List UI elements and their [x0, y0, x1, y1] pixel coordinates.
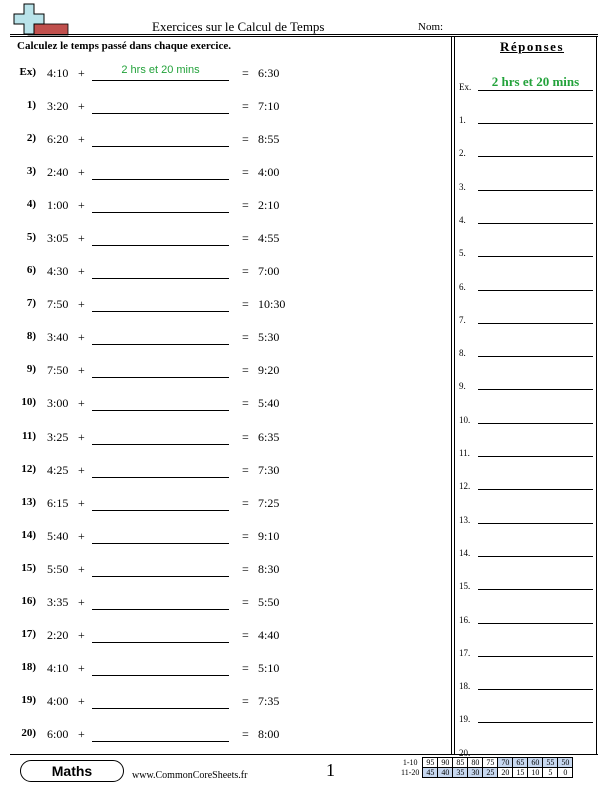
end-time: 7:30	[258, 462, 280, 477]
answer-row	[459, 242, 597, 262]
equals-sign: =	[242, 264, 249, 279]
equals-sign: =	[242, 693, 249, 708]
equals-sign: =	[242, 528, 249, 543]
answer-label: 10.	[459, 414, 471, 425]
start-time: 4:25	[47, 462, 69, 477]
problem-row	[0, 727, 450, 747]
answer-row	[459, 609, 597, 629]
problem-row	[0, 661, 450, 681]
start-time: 2:40	[47, 165, 69, 180]
equals-sign: =	[242, 660, 249, 675]
score-cell: 65	[513, 758, 528, 768]
score-cell: 90	[438, 758, 453, 768]
score-cell: 10	[528, 768, 543, 778]
problem-row	[0, 529, 450, 549]
equals-sign: =	[242, 198, 249, 213]
problem-row	[0, 628, 450, 648]
end-time: 5:10	[258, 660, 280, 675]
plus-sign: +	[78, 198, 85, 213]
answer-line[interactable]	[478, 256, 593, 257]
start-time: 7:50	[47, 297, 69, 312]
problem-label: 13)	[21, 495, 36, 508]
problem-row	[0, 363, 450, 383]
plus-sign: +	[78, 330, 85, 345]
answer-line[interactable]	[478, 356, 593, 357]
answer-label: 15.	[459, 581, 471, 592]
answer-blank[interactable]	[92, 410, 229, 411]
answer-line[interactable]	[478, 123, 593, 124]
plus-sign: +	[78, 396, 85, 411]
example-problem	[0, 66, 450, 86]
equals-sign: =	[242, 594, 249, 609]
plus-sign: +	[78, 528, 85, 543]
answer-line[interactable]	[478, 389, 593, 390]
start-time: 1:00	[47, 198, 69, 213]
answer-line[interactable]	[478, 223, 593, 224]
answer-row	[459, 409, 597, 429]
example-answer: 2 hrs et 20 mins	[121, 64, 200, 76]
plus-sign: +	[78, 297, 85, 312]
problem-row	[0, 595, 450, 615]
answer-row	[459, 375, 597, 395]
problem-row	[0, 430, 450, 450]
answer-line[interactable]	[478, 656, 593, 657]
end-time: 2:10	[258, 198, 280, 213]
problem-label: 12)	[21, 462, 36, 475]
start-time: 3:25	[47, 429, 69, 444]
answer-blank[interactable]	[92, 543, 229, 544]
answer-example-value: 2 hrs et 20 mins	[491, 74, 580, 89]
answer-blank[interactable]	[92, 576, 229, 577]
score-cell: 60	[528, 758, 543, 768]
problem-row	[0, 198, 450, 218]
end-time: 8:00	[258, 726, 280, 741]
answer-line[interactable]	[478, 423, 593, 424]
score-table	[398, 757, 573, 778]
answer-label: 13.	[459, 514, 471, 525]
end-time: 5:50	[258, 594, 280, 609]
answer-row	[459, 342, 597, 362]
start-time: 7:50	[47, 363, 69, 378]
start-time: 3:35	[47, 594, 69, 609]
problem-label: 16)	[21, 594, 36, 607]
plus-sign: +	[78, 462, 85, 477]
answer-row	[459, 575, 597, 595]
answer-blank[interactable]	[92, 311, 229, 312]
answer-line[interactable]	[478, 556, 593, 557]
problem-row	[0, 330, 450, 350]
problem-label: 5)	[26, 231, 36, 244]
score-cell: 20	[498, 768, 513, 778]
plus-sign: +	[78, 132, 85, 147]
answer-row	[459, 309, 597, 329]
start-time: 4:10	[47, 660, 69, 675]
plus-logo-icon	[10, 2, 70, 36]
answer-blank[interactable]	[92, 377, 229, 378]
score-cell: 5	[543, 768, 558, 778]
answer-row	[459, 109, 597, 129]
problem-label: 1)	[26, 99, 36, 111]
plus-sign: +	[78, 99, 85, 113]
plus-sign: +	[78, 693, 85, 708]
start-time: 4:00	[47, 693, 69, 708]
plus-sign: +	[78, 363, 85, 378]
problem-row	[0, 99, 450, 119]
instruction-text: Calculez le temps passé dans chaque exercice.	[17, 40, 231, 52]
plus-sign: +	[78, 429, 85, 444]
name-label: Nom:	[418, 21, 444, 33]
answer-label: 14.	[459, 547, 471, 558]
problem-label: 19)	[21, 693, 36, 706]
answer-example-row	[459, 76, 597, 96]
start-time: 3:20	[47, 99, 69, 113]
problem-label: 3)	[26, 165, 36, 178]
end-time: 9:10	[258, 528, 280, 543]
problem-label: 10)	[21, 396, 36, 409]
answer-label: 16.	[459, 614, 471, 625]
plus-sign: +	[78, 165, 85, 180]
problem-label: 9)	[26, 363, 36, 376]
answer-label: 17.	[459, 647, 471, 658]
answer-blank[interactable]	[92, 113, 229, 114]
answer-row	[459, 675, 597, 695]
answer-label: 4.	[459, 214, 466, 225]
answer-label: 6.	[459, 281, 466, 292]
answer-blank[interactable]	[92, 642, 229, 643]
answer-blank[interactable]	[92, 179, 229, 180]
answer-label: 8.	[459, 348, 466, 359]
problem-label: 15)	[21, 561, 36, 574]
start-time: 2:20	[47, 627, 69, 642]
problem-row	[0, 694, 450, 714]
problem-row	[0, 297, 450, 317]
score-cell: 80	[468, 758, 483, 768]
answer-blank[interactable]	[92, 444, 229, 445]
answer-line[interactable]	[478, 523, 593, 524]
problem-label: 6)	[26, 264, 36, 277]
problem-row	[0, 396, 450, 416]
answer-row	[459, 209, 597, 229]
answer-blank[interactable]	[92, 510, 229, 511]
start-time: 3:00	[47, 396, 69, 411]
problem-label: 4)	[26, 198, 36, 211]
answer-blank[interactable]	[92, 212, 229, 213]
score-row-label: 11-20	[401, 768, 420, 777]
plus-sign: +	[78, 264, 85, 279]
answer-blank[interactable]	[92, 477, 229, 478]
equals-sign: =	[242, 99, 249, 113]
problem-row	[0, 132, 450, 152]
answer-blank[interactable]	[92, 278, 229, 279]
answer-row	[459, 176, 597, 196]
plus-sign: +	[78, 231, 85, 246]
end-time: 7:35	[258, 693, 280, 708]
answer-label: 19.	[459, 714, 471, 725]
score-cell: 70	[498, 758, 513, 768]
start-time: 6:15	[47, 495, 69, 510]
start-time: 6:20	[47, 132, 69, 147]
problem-row	[0, 264, 450, 284]
plus-sign: +	[78, 594, 85, 609]
page-number: 1	[326, 760, 335, 780]
answer-blank[interactable]	[92, 344, 229, 345]
problem-label: Ex)	[19, 66, 36, 78]
column-divider	[451, 36, 452, 754]
score-cell: 30	[468, 768, 483, 778]
plus-sign: +	[78, 627, 85, 642]
score-cell: 75	[483, 758, 498, 768]
start-time: 5:50	[47, 561, 69, 576]
answer-line[interactable]	[478, 489, 593, 490]
answer-line[interactable]	[478, 689, 593, 690]
score-cell: 0	[558, 768, 573, 778]
column-divider-2	[454, 36, 455, 754]
plus-sign: +	[78, 495, 85, 510]
answer-blank	[92, 80, 229, 81]
end-time: 6:30	[258, 66, 280, 80]
score-cell: 25	[483, 768, 498, 778]
problem-label: 8)	[26, 330, 36, 343]
problem-label: 17)	[21, 627, 36, 640]
end-time: 8:55	[258, 132, 280, 147]
end-time: 5:30	[258, 330, 280, 345]
answer-row	[459, 642, 597, 662]
plus-sign: +	[78, 726, 85, 741]
end-time: 10:30	[258, 297, 286, 312]
end-time: 6:35	[258, 429, 280, 444]
equals-sign: =	[242, 561, 249, 576]
answer-blank[interactable]	[92, 741, 229, 742]
equals-sign: =	[242, 726, 249, 741]
end-time: 4:40	[258, 627, 280, 642]
equals-sign: =	[242, 462, 249, 477]
equals-sign: =	[242, 132, 249, 147]
end-time: 4:55	[258, 231, 280, 246]
problem-row	[0, 231, 450, 251]
answer-label: 18.	[459, 681, 471, 692]
plus-sign: +	[78, 66, 85, 80]
answer-blank[interactable]	[92, 146, 229, 147]
problem-label: 18)	[21, 660, 36, 673]
answer-blank[interactable]	[92, 708, 229, 709]
answer-label: 2.	[459, 148, 466, 159]
equals-sign: =	[242, 165, 249, 180]
problem-label: 20)	[21, 726, 36, 739]
equals-sign: =	[242, 627, 249, 642]
start-time: 3:40	[47, 330, 69, 345]
score-row-label: 1-10	[402, 758, 418, 767]
score-cell: 35	[453, 768, 468, 778]
start-time: 5:40	[47, 528, 69, 543]
answer-label: 9.	[459, 381, 466, 392]
equals-sign: =	[242, 429, 249, 444]
header-divider	[10, 34, 598, 35]
start-time: 4:30	[47, 264, 69, 279]
start-time: 3:05	[47, 231, 69, 246]
end-time: 4:00	[258, 165, 280, 180]
score-cell: 95	[423, 758, 438, 768]
answer-row	[459, 442, 597, 462]
end-time: 7:10	[258, 99, 280, 113]
maths-badge: Maths	[20, 760, 124, 782]
end-time: 8:30	[258, 561, 280, 576]
score-cell: 15	[513, 768, 528, 778]
problem-label: 7)	[26, 297, 36, 310]
problem-label: 11)	[21, 429, 36, 442]
equals-sign: =	[242, 66, 249, 80]
start-time: 6:00	[47, 726, 69, 741]
answer-blank[interactable]	[92, 675, 229, 676]
end-time: 7:00	[258, 264, 280, 279]
answer-row	[459, 475, 597, 495]
answer-label: 5.	[459, 248, 466, 259]
equals-sign: =	[242, 297, 249, 312]
score-cell: 50	[558, 758, 573, 768]
equals-sign: =	[242, 231, 249, 246]
answer-blank[interactable]	[92, 609, 229, 610]
problem-row	[0, 165, 450, 185]
header-divider-2	[10, 36, 598, 37]
answer-label: Ex.	[459, 82, 472, 92]
equals-sign: =	[242, 330, 249, 345]
answer-line[interactable]	[478, 323, 593, 324]
answer-line[interactable]	[478, 456, 593, 457]
equals-sign: =	[242, 495, 249, 510]
page-title: Exercices sur le Calcul de Temps	[152, 19, 325, 34]
answer-line[interactable]	[478, 623, 593, 624]
answer-line[interactable]	[478, 722, 593, 723]
end-time: 7:25	[258, 495, 280, 510]
problem-row	[0, 463, 450, 483]
score-cell: 55	[543, 758, 558, 768]
website-link[interactable]: www.CommonCoreSheets.fr	[132, 770, 248, 781]
score-cell: 40	[438, 768, 453, 778]
answer-line	[478, 90, 593, 91]
answer-label: 12.	[459, 481, 471, 492]
plus-sign: +	[78, 561, 85, 576]
problem-label: 14)	[21, 528, 36, 541]
answer-line[interactable]	[478, 589, 593, 590]
end-time: 5:40	[258, 396, 280, 411]
answer-label: 11.	[459, 448, 470, 458]
answer-line[interactable]	[478, 290, 593, 291]
answer-label: 3.	[459, 181, 466, 192]
answer-blank[interactable]	[92, 245, 229, 246]
answers-title: Réponses	[500, 39, 565, 54]
answer-label: 7.	[459, 314, 466, 325]
score-cell: 85	[453, 758, 468, 768]
score-cell: 45	[423, 768, 438, 778]
start-time: 4:10	[47, 66, 69, 80]
answer-row	[459, 542, 597, 562]
equals-sign: =	[242, 363, 249, 378]
equals-sign: =	[242, 396, 249, 411]
answer-row	[459, 708, 597, 728]
plus-sign: +	[78, 660, 85, 675]
answer-line[interactable]	[478, 156, 593, 157]
answer-row	[459, 276, 597, 296]
answer-row	[459, 142, 597, 162]
answer-label: 20.	[459, 747, 471, 758]
problem-row	[0, 496, 450, 516]
problem-label: 2)	[26, 132, 36, 145]
answer-row	[459, 509, 597, 529]
problem-row	[0, 562, 450, 582]
answer-label: 1.	[459, 115, 466, 125]
end-time: 9:20	[258, 363, 280, 378]
answer-line[interactable]	[478, 190, 593, 191]
